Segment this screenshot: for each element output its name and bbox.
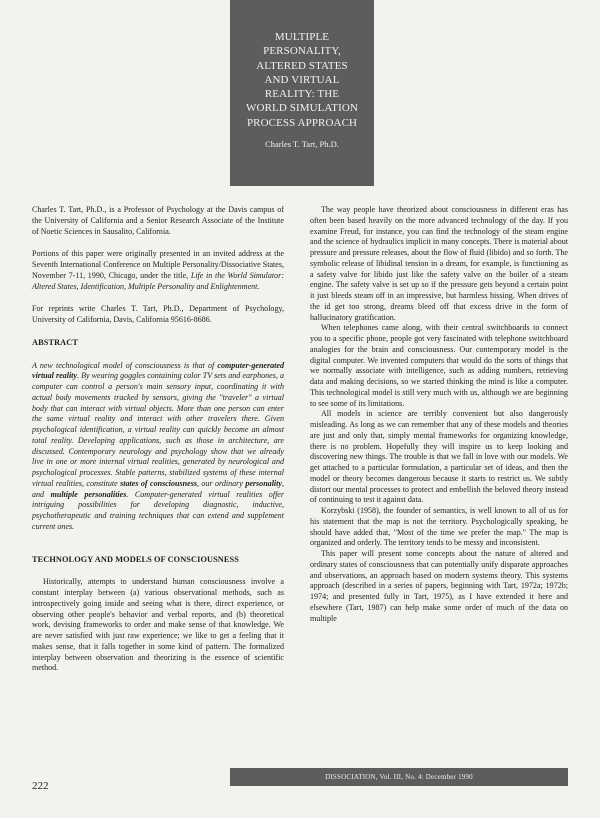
section-heading: TECHNOLOGY AND MODELS OF CONSCIOUSNESS [32,554,239,564]
article-title-box [230,0,374,186]
right-column [310,205,568,624]
article-title: MULTIPLE PERSONALITY, ALTERED STATES AND VIRTUAL REALITY: THE WORLD SIMULATION PROCESS APPROACH [246,31,358,129]
body-paragraph-4: Korzybski (1958), the founder of semantics, is well known to all of us for his statement that the map is not the territory. Psychologically speaking, he should have added that, "Most of the time we prefer the map." The map is organized and orderly. The territory tends to be messy and inconsistent. [310,506,568,548]
body-paragraph-5: This paper will present some concepts about the nature of altered and ordinary states of consciousness that can potentially unify disparate approaches and observations, an approach based on modern systems theory. This systems approach (described in a series of papers, beginning with Tart, 1972a; 1972b; 1974; and presented fully in Tart, 1975), as I have extended it here and elsewhere (Tart, 1987) can help make some order of much of the data on multiple [310,549,568,623]
abstract-part-3: , our ordinary [196,478,246,488]
abstract-term-multiple: multiple personalities [50,489,127,499]
abstract-part-2: . By wearing goggles containing color TV sets and earphones, a computer can control a person's main sensory input, coordinating it with actual body movements tracked by sensors, giving the "traveler" a virtual body that can interact with virtual objects. More than one person can enter the same virtual reality and interact with other travelers there. Given psychological identification, a virtual reality can quickly become an almost total reality. Developing applications, such as those in architecture, are discussed. Contemporary neurology and psychology show that we already live in one or more internal virtual realities, generated by neurological and psychological processes. Stable patterns, stabilized systems of these internal virtual realities, constitute [32,371,284,488]
abstract-term-states: states of consciousness [120,478,197,488]
reprints-note: For reprints write Charles T. Tart, Ph.D., Department of Psychology, University of California, Davis, California 95616-8686. [32,304,284,324]
section-paragraph: Historically, attempts to understand human consciousness involve a constant interplay between (a) various observational methods, such as introspectively going inside and seeing what is there, direct experience, or observing other people's behavior and verbal reports, and (b) theoretical work, devising frameworks to order and make sense of that knowledge. We are never satisfied with just raw experience; we like to get a feeling that it makes sense, that it falls together in some kind of pattern. The formalized interplay between observation and theorizing is the essence of scientific method. [32,577,284,673]
presentation-note-text: Portions of this paper were originally presented in an invited address at the Seventh International Conference on Multiple Personality/Dissociative States, November 7-11, 1990, Chicago, under the title, [32,249,284,280]
page-number: 222 [32,780,49,792]
body-paragraph-2: When telephones came along, with their central switchboards to connect you to a specific phone, people got very fascinated with telephone switchboard analogies for the brain and consciousness. Our contemporary model is the digital computer. We invented computers that would do the sorts of things that we normally associate with intelligence, such as adding numbers, retrieving data and making decisions, so we started thinking the mind is like a computer. This technological model is still very much with us, although we are beginning to see some of its limitations. [310,323,568,408]
abstract-term-virtual-reality: computer-generated virtual reality [32,360,284,381]
left-column [32,205,284,674]
abstract-term-personality: personality [245,478,282,488]
abstract-part-5: . Computer-generated virtual realities offer intriguing possibilities for developing diagnostic, inductive, psychotherapeutic and training techniques that can extend and supplement current ones. [32,489,285,531]
journal-footer: DISSOCIATION, Vol. III, No. 4: December 1990 [230,768,568,786]
presentation-title: Life in the World Simulator: Altered States, Identification, Multiple Personality and Enlightenment. [32,270,284,291]
article-author: Charles T. Tart, Ph.D. [265,139,339,150]
abstract-part-1: A new technological model of consciousness is that of [32,360,218,370]
abstract-text [32,361,284,533]
abstract-heading: ABSTRACT [32,337,78,347]
body-paragraph-3: All models in science are terribly convenient but also dangerously misleading. As long as we can remember that any of these models and theories are just and only that, simply mental frameworks for organizing knowledge, there is no problem. Hopefully they will inspire us to keep looking and discovering new things. The trouble is that we fall in love with our models. We get attached to a particular formulation, a particular set of ideas, and then the model or theory becomes dangerous because it starts to restrict us. We subtly distort our mental processes to protect and embellish the beloved theory instead of continuing to test it against data. [310,409,568,505]
presentation-note [32,249,284,292]
author-bio: Charles T. Tart, Ph.D., is a Professor of Psychology at the Davis campus of the University of California and a Senior Research Associate of the Institute of Noetic Sciences in Sausalito, California. [32,205,284,236]
body-paragraph-1: The way people have theorized about consciousness in different eras has often been based heavily on the more advanced technology of the day. If you examine Freud, for instance, you can find the technology of the steam engine and the science of hydraulics implicit in many concepts. There is material about pressure and pressure releases, about the flow of fluid (libido) and so forth. The symbolic release of libidinal tension in a dream, for example, is functioning as a safety valve for libido just like the safety valve on the boiler of a steam engine. The safety valve is set up so if the pressure gets beyond a certain point it just bleeds steam off in an impressive, but harmless hissing. When drives of the id get too strong, dreams bleed off that excess drive in the form of hallucinatory gratification. [310,205,568,322]
abstract-part-4: , and [32,478,284,499]
